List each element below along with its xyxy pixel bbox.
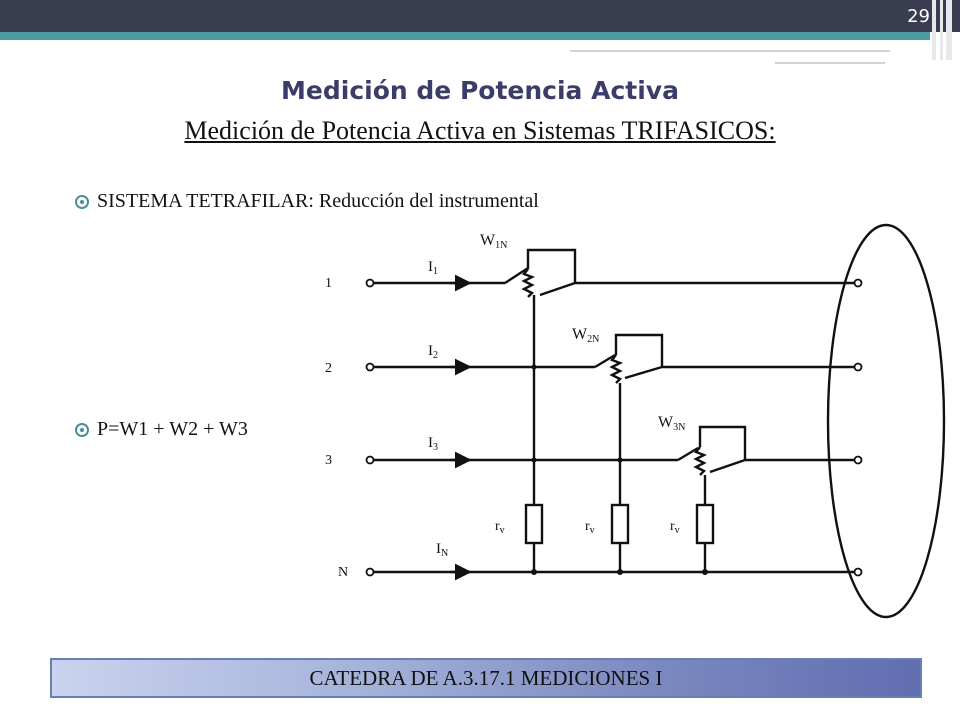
wiring-diagram	[300, 215, 960, 620]
footer-text: CATEDRA DE A.3.17.1 MEDICIONES I	[309, 665, 663, 690]
line-label: N	[338, 565, 349, 580]
line-label: 1	[325, 276, 332, 291]
page-number: 29	[907, 6, 930, 27]
decor-bar	[946, 0, 952, 60]
bullet-icon	[75, 423, 89, 437]
bullet-item	[75, 190, 539, 213]
decor-line	[570, 50, 890, 52]
resistor-label: $r_v$	[585, 519, 595, 536]
wattmeter-label: W1N	[480, 232, 508, 251]
line-label: 3	[325, 453, 332, 468]
current-label: $I_N$	[436, 541, 449, 559]
bullet-text: P=W1 + W2 + W3	[97, 418, 248, 440]
decor-line	[775, 62, 885, 64]
slide-subtitle: Medición de Potencia Activa en Sistemas TRIFASICOS:	[184, 116, 776, 145]
line-label: 2	[325, 361, 332, 376]
top-bar	[0, 0, 960, 32]
decor-bar	[932, 0, 936, 60]
resistor-label: $r_v$	[670, 519, 680, 536]
accent-stripe	[0, 32, 930, 40]
footer-bar	[50, 658, 922, 698]
decor-bar	[940, 0, 943, 60]
wattmeter-label: W2N	[572, 326, 600, 345]
resistor-label: $r_v$	[495, 519, 505, 536]
current-label: $I_2$	[428, 343, 438, 361]
bullet-icon	[75, 195, 89, 209]
slide-title: Medición de Potencia Activa	[281, 76, 679, 105]
current-label: $I_3$	[428, 435, 438, 453]
bullet-text: SISTEMA TETRAFILAR: Reducción del instrumental	[97, 190, 539, 212]
current-label: $I_1$	[428, 259, 438, 277]
wattmeter-label: W3N	[658, 414, 686, 433]
bullet-item	[75, 418, 248, 441]
